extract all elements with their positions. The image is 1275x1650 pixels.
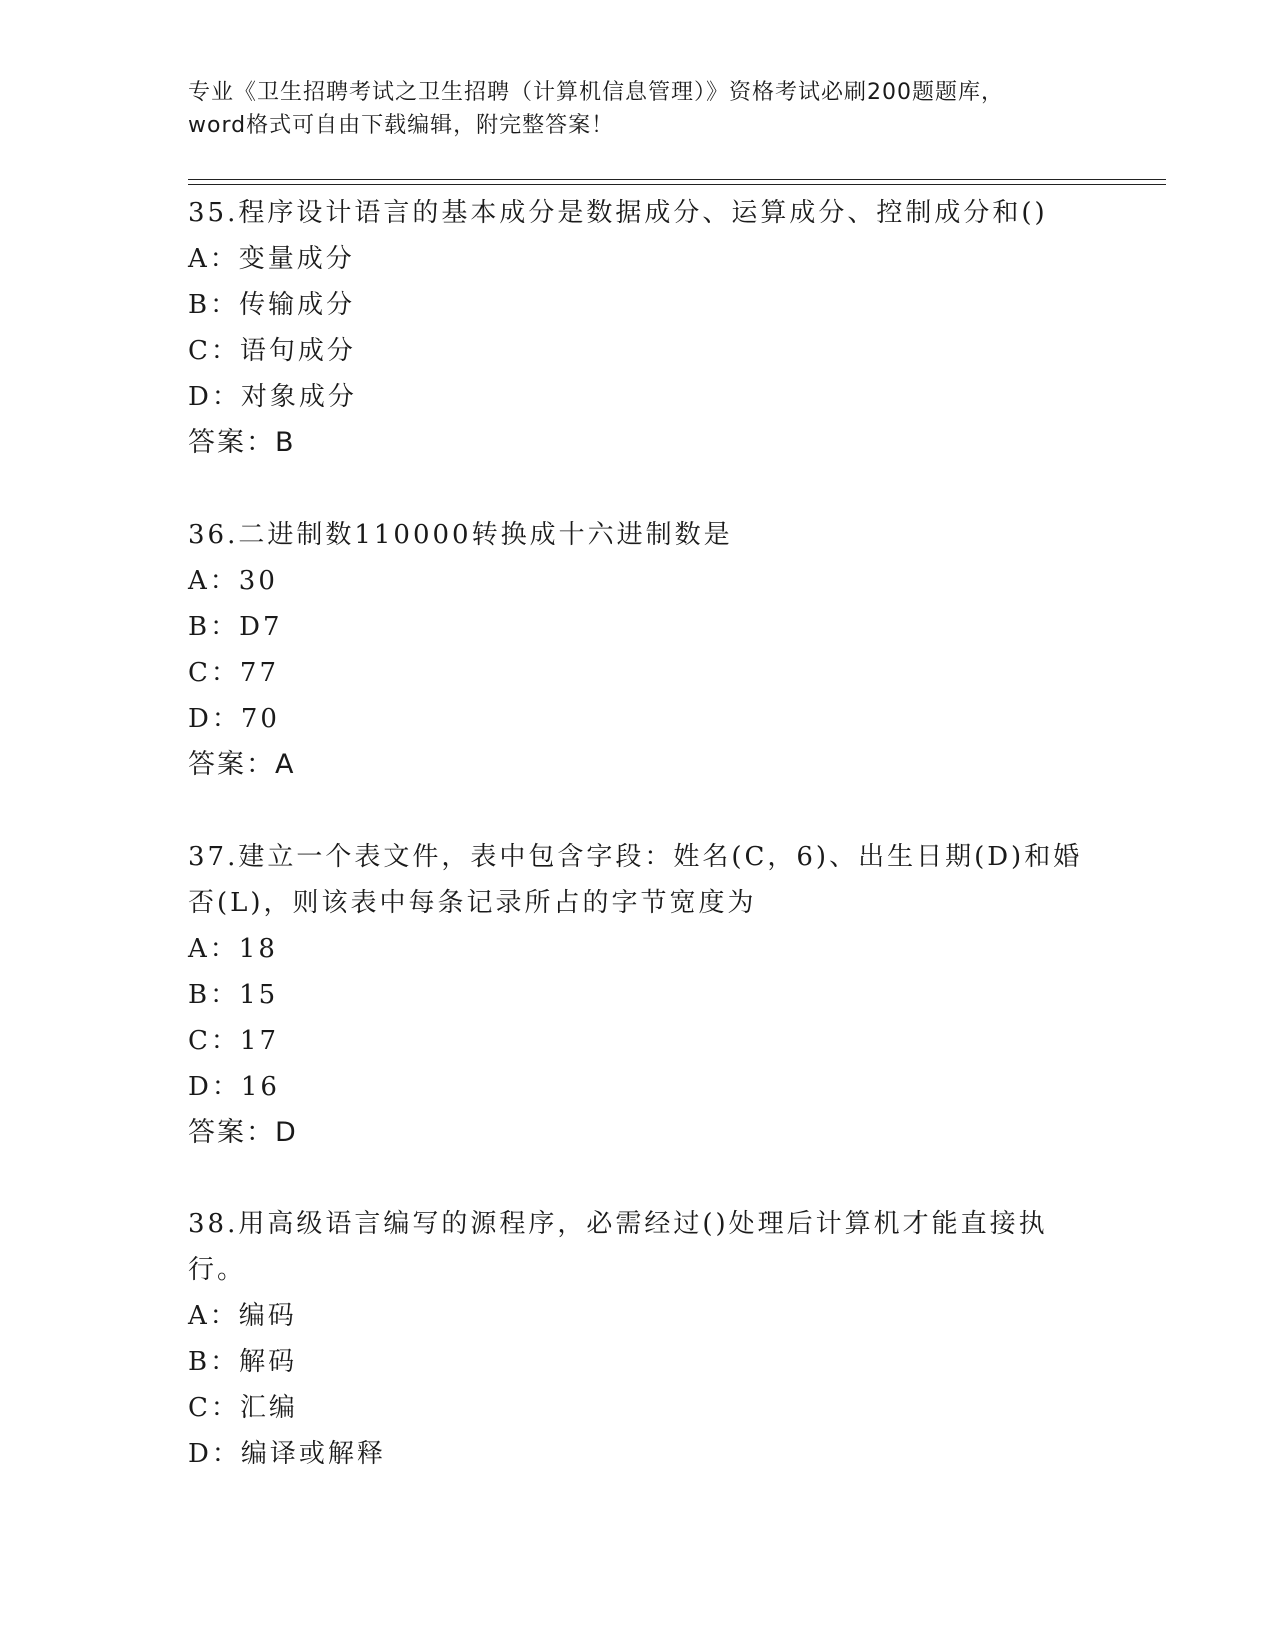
option-text: 18	[238, 934, 278, 964]
option-text: 17	[239, 1026, 279, 1056]
option-d	[188, 1431, 1088, 1477]
option-letter: B：	[188, 1347, 240, 1377]
option-a	[188, 1293, 1088, 1339]
option-text: 变量成分	[238, 244, 355, 274]
header-divider-bottom	[188, 184, 1166, 185]
question-35	[188, 190, 1088, 466]
option-letter: A：	[188, 1301, 239, 1331]
option-letter: C：	[188, 658, 240, 688]
question-38	[188, 1201, 1088, 1477]
option-a	[188, 558, 1088, 604]
option-b	[188, 972, 1088, 1018]
option-letter: D：	[188, 704, 241, 734]
answer-line: 答案：A	[188, 749, 296, 780]
option-text: 16	[240, 1072, 280, 1102]
option-c	[188, 1018, 1088, 1064]
document-header	[188, 76, 1088, 142]
option-letter: B：	[188, 980, 240, 1010]
option-a	[188, 926, 1088, 972]
option-text: 70	[240, 704, 280, 734]
option-text: 15	[239, 980, 279, 1010]
option-text: 编译或解释	[240, 1439, 386, 1469]
option-letter: A：	[188, 566, 239, 596]
option-letter: C：	[188, 336, 240, 366]
option-text: 传输成分	[239, 290, 356, 320]
question-36	[188, 512, 1088, 788]
option-c	[188, 1385, 1088, 1431]
option-text: 77	[239, 658, 279, 688]
option-d	[188, 696, 1088, 742]
option-letter: D：	[188, 382, 241, 412]
option-letter: B：	[188, 290, 240, 320]
option-d	[188, 1064, 1088, 1110]
option-letter: A：	[188, 934, 239, 964]
option-b	[188, 604, 1088, 650]
option-letter: B：	[188, 612, 240, 642]
option-text: 编码	[238, 1301, 297, 1331]
question-text: 36.二进制数110000转换成十六进制数是	[188, 520, 733, 550]
option-text: 语句成分	[239, 336, 356, 366]
header-line-1: 专业《卫生招聘考试之卫生招聘（计算机信息管理）》资格考试必刷200题题库，	[188, 80, 1004, 105]
option-b	[188, 282, 1088, 328]
header-divider-top	[188, 179, 1166, 180]
question-text: 37.建立一个表文件，表中包含字段：姓名(C，6)、出生日期(D)和婚否(L)，则该表中每条记录所占的字节宽度为	[188, 842, 1083, 918]
option-letter: C：	[188, 1393, 240, 1423]
question-text: 35.程序设计语言的基本成分是数据成分、运算成分、控制成分和()	[188, 198, 1048, 228]
option-c	[188, 650, 1088, 696]
option-d	[188, 374, 1088, 420]
header-line-2: word格式可自由下载编辑，附完整答案！	[188, 113, 615, 138]
question-text: 38.用高级语言编写的源程序，必需经过()处理后计算机才能直接执行。	[188, 1209, 1048, 1285]
option-text: 解码	[239, 1347, 298, 1377]
option-text: 30	[238, 566, 278, 596]
option-c	[188, 328, 1088, 374]
option-b	[188, 1339, 1088, 1385]
option-letter: C：	[188, 1026, 240, 1056]
option-letter: A：	[188, 244, 239, 274]
option-text: D7	[239, 612, 283, 642]
option-text: 汇编	[239, 1393, 298, 1423]
answer-line: 答案：D	[188, 1117, 298, 1148]
question-37	[188, 834, 1088, 1156]
option-letter: D：	[188, 1439, 241, 1469]
answer-line: 答案：B	[188, 427, 296, 458]
option-letter: D：	[188, 1072, 241, 1102]
option-text: 对象成分	[240, 382, 357, 412]
option-a	[188, 236, 1088, 282]
